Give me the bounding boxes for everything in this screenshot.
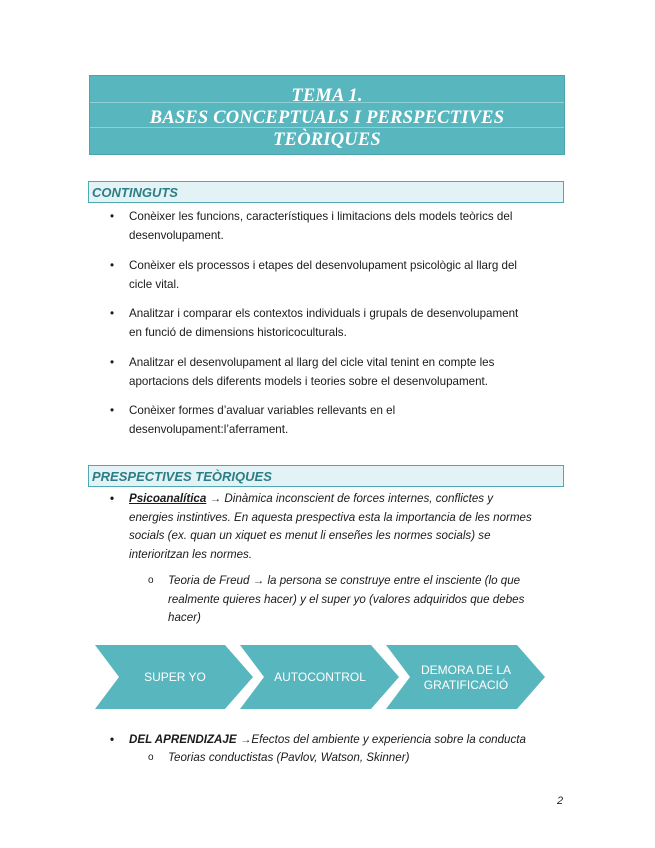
list-item-text: cicle vital. xyxy=(129,278,180,291)
section-heading-continguts xyxy=(88,181,564,203)
list-item-text: interioritzan les normes. xyxy=(129,547,253,561)
title-line: BASES CONCEPTUALS I PERSPECTIVES xyxy=(149,108,505,128)
list-item-text: hacer) xyxy=(168,611,201,624)
title-line: TEÒRIQUES xyxy=(273,130,381,150)
list-item-text: desenvolupament. xyxy=(129,229,224,242)
list-item-text: Analitzar el desenvolupament al llarg del cicle vital tenint en compte les xyxy=(129,356,495,369)
title-banner xyxy=(89,75,565,155)
list-item-text: en funció de dimensions historicoculturals. xyxy=(129,326,347,339)
chevron-label: AUTOCONTROL xyxy=(274,670,366,684)
bullet-icon: • xyxy=(110,492,115,505)
bullet-icon: • xyxy=(110,307,115,320)
bullet-icon: • xyxy=(110,404,115,417)
document-title xyxy=(90,85,564,151)
list-item-text: realmente quieres hacer) y el super yo (valores adquiridos que debes xyxy=(168,592,525,606)
chevron-step-demora xyxy=(386,645,545,709)
list-item-text: Conèixer formes d’avaluar variables rellevants en el xyxy=(129,404,396,417)
page-number: 2 xyxy=(557,795,564,807)
list-item-text: Conèixer els processos i etapes del desenvolupament psicològic al llarg del xyxy=(129,259,517,272)
chevron-label: SUPER YO xyxy=(144,670,206,684)
title-line: TEMA 1. xyxy=(291,86,363,106)
bullet-icon: • xyxy=(110,733,115,746)
list-item-text: Conèixer les funcions, característiques i limitacions dels models teòrics del xyxy=(129,210,513,223)
section-heading-perspectives xyxy=(88,465,564,487)
section-heading-label: PRESPECTIVES TEÒRIQUES xyxy=(92,469,272,484)
term-aprendizaje: DEL APRENDIZAJE xyxy=(129,733,237,746)
list-item-text: socials (ex. quan un xiquet es menut li enseñes les normes socials) se xyxy=(129,529,491,542)
bullet-icon: • xyxy=(110,356,115,369)
list-item-text: Teorias conductistas (Pavlov, Watson, Skinner) xyxy=(168,751,410,764)
list-item-text: energies instintives. En aquesta prespectiva esta la importancia de les normes xyxy=(129,510,532,524)
list-item-text: Analitzar i comparar els contextos individuals i grupals de desenvolupament xyxy=(129,307,519,320)
circle-bullet-icon: o xyxy=(148,752,154,763)
list-item-text: aportacions dels diferents models i teories sobre el desenvolupament. xyxy=(129,375,488,388)
bullet-icon: • xyxy=(110,210,115,223)
chevron-label: GRATIFICACIÓ xyxy=(423,678,509,692)
process-chevrons xyxy=(95,645,550,709)
list-item-text: Teoria de Freud → la persona se construye entre el insciente (lo que xyxy=(168,574,521,587)
circle-bullet-icon: o xyxy=(148,575,154,586)
term-psicoanalitica: Psicoanalítica xyxy=(129,492,207,505)
bullet-icon: • xyxy=(110,259,115,272)
list-item-text: →Efectos del ambiente y experiencia sobre la conducta xyxy=(236,733,526,746)
section-heading-label: CONTINGUTS xyxy=(92,185,178,200)
list-item-text: desenvolupament:l’aferrament. xyxy=(129,423,289,436)
chevron-label: DEMORA DE LA xyxy=(420,663,512,677)
list-item-text: → Dinàmica inconscient de forces internes, conflictes y xyxy=(206,492,494,505)
